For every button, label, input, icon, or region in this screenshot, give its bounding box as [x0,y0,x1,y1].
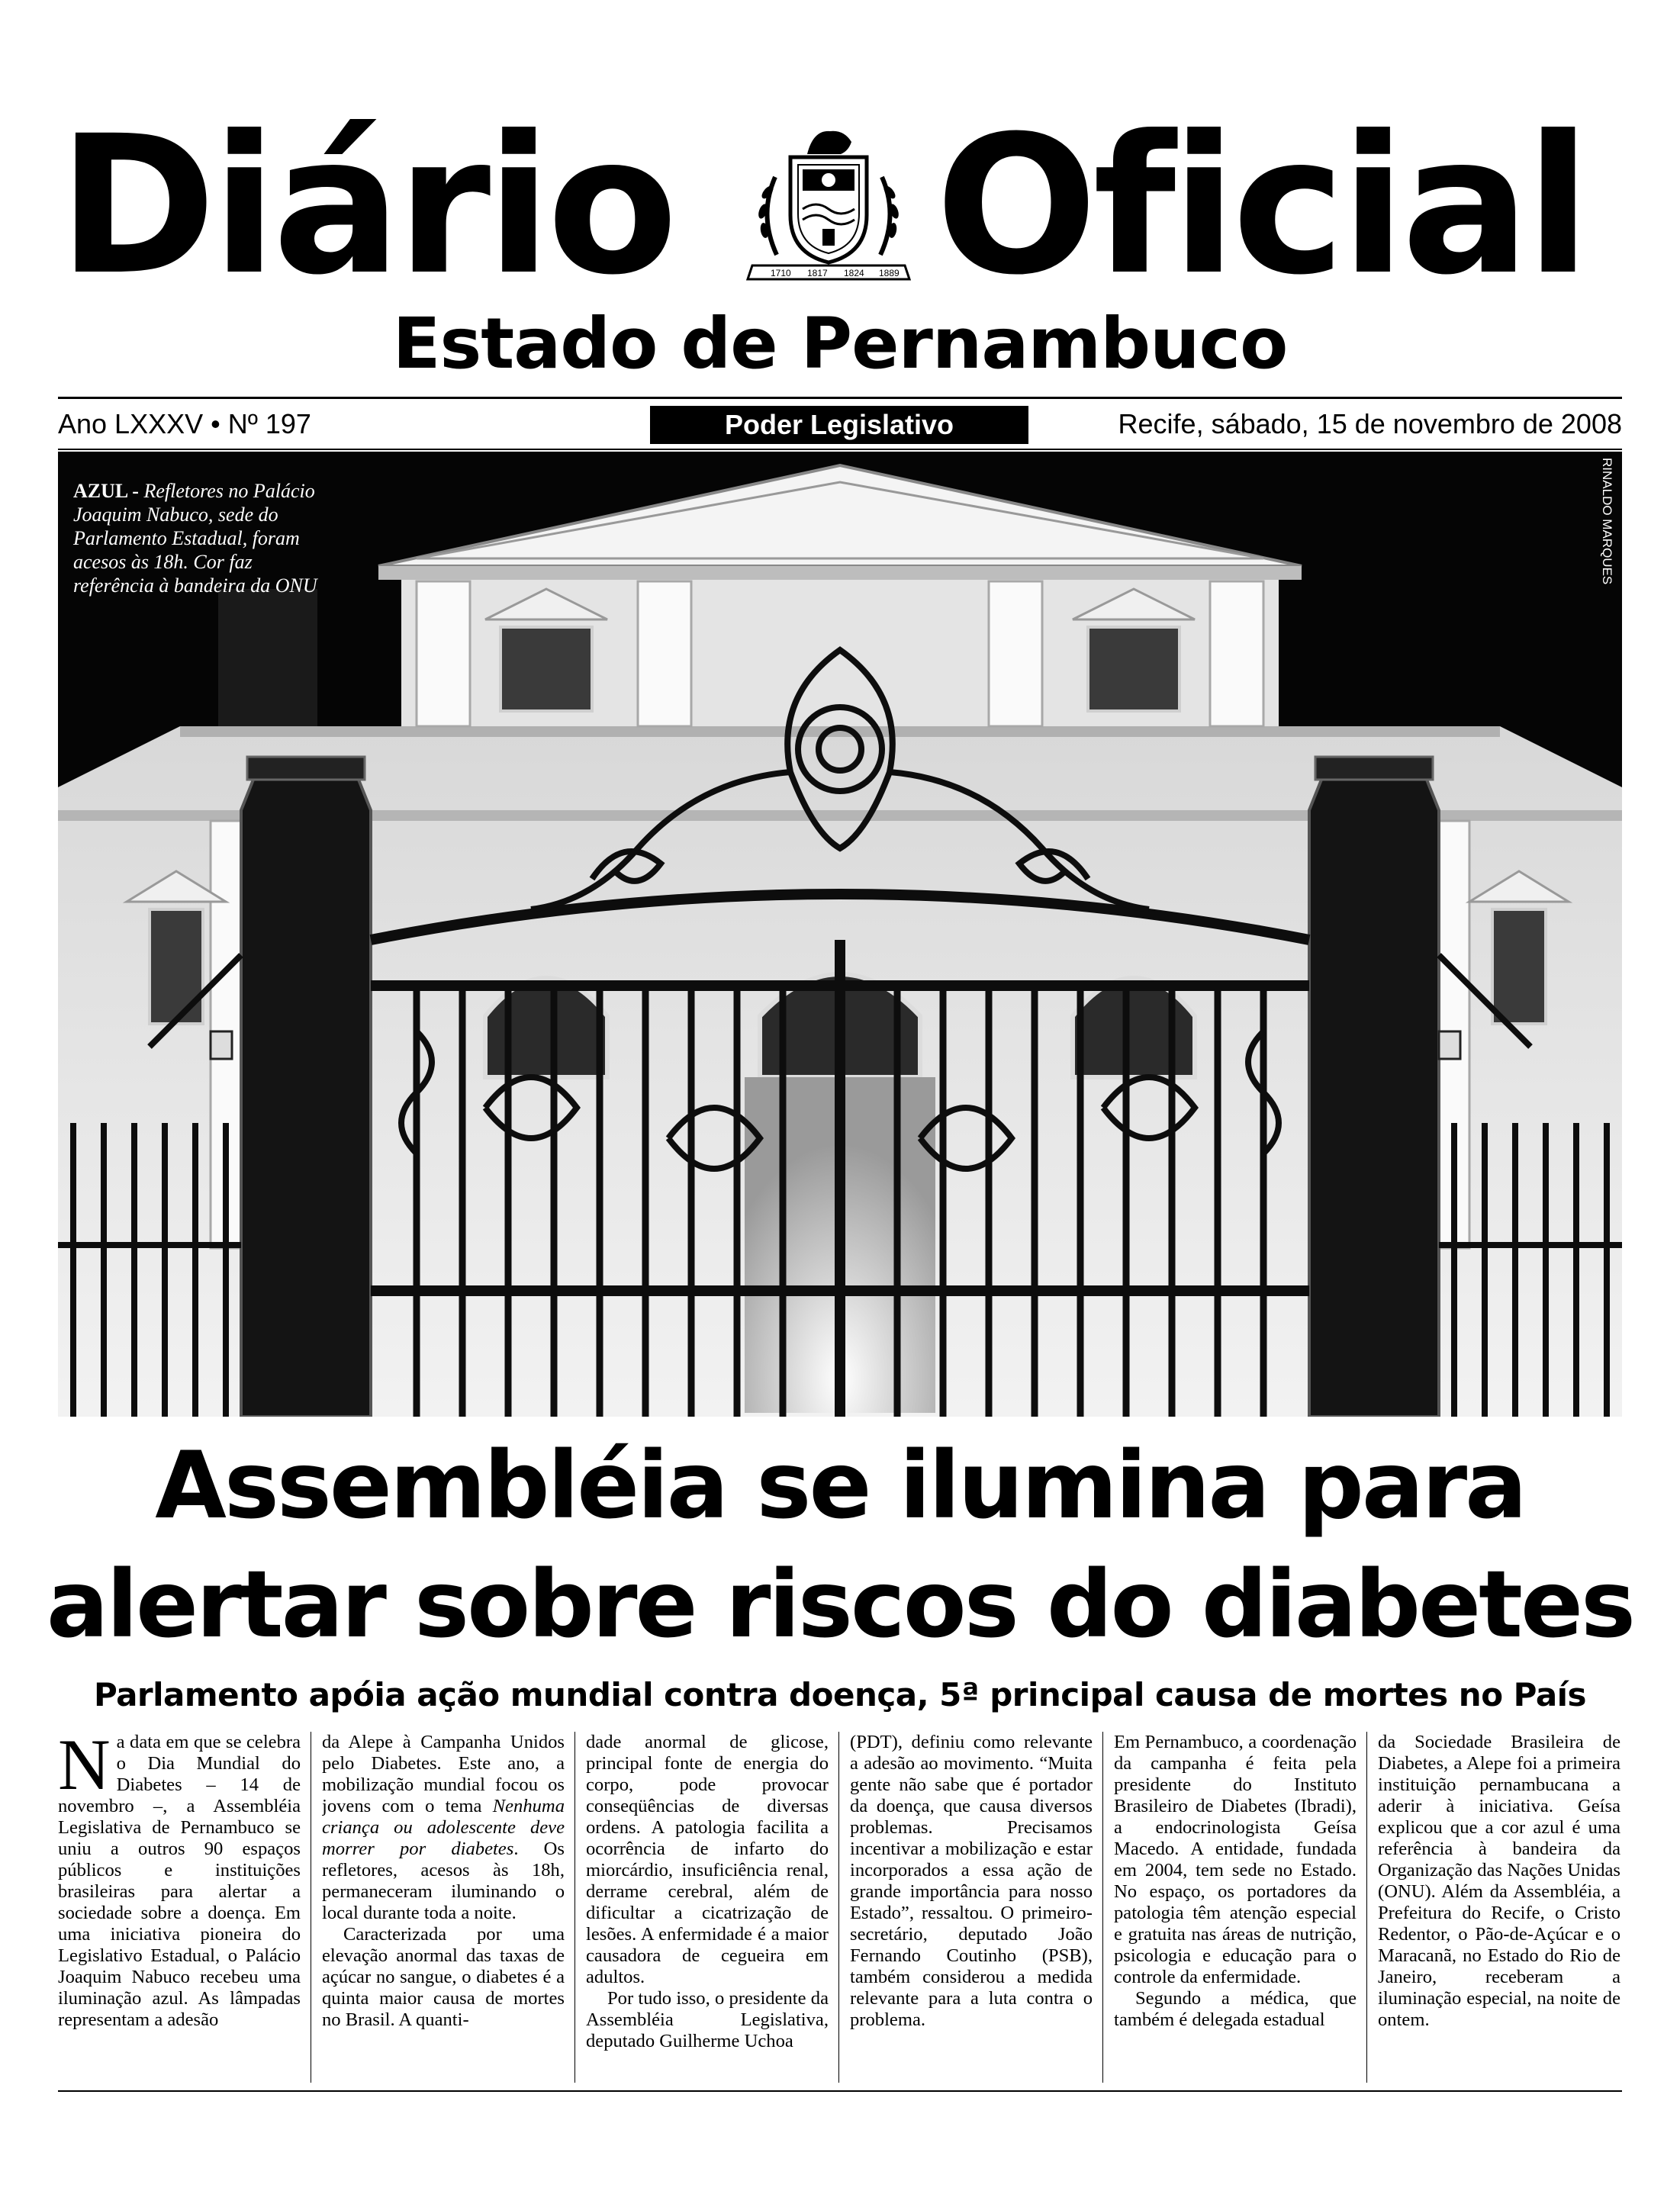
coat-year-1: 1710 [771,268,791,278]
divider [58,397,1622,399]
photo-credit-text: RINALDO MARQUES [1600,458,1614,585]
article-body [58,1732,1622,2083]
masthead-title-right: Oficial [935,95,1587,317]
deck: Parlamento apóia ação mundial contra doença, 5ª principal causa de mortes no País [93,1676,1587,1713]
article-column-6 [1378,1732,1620,2083]
article-column-4 [850,1732,1093,2083]
column-5-paragraph-1: Em Pernambuco, a coordenação da campanha é feita pela presidente do Instituto Brasileiro de Diabetes (Ibradi), a endocrinologista Geísa Macedo. A entidade, fundada em 2004, tem sede no Estado. No espaço, os portadores da patologia têm atenção especial e gratuita nas áreas de nutrição, psicologia e educação para o controle da enfermidade. [1114,1732,1357,1987]
column-3-paragraph-1: dade anormal de glicose, principal fonte de energia do corpo, pode provocar conseqüências de diversas ordens. A patologia facilita a ocorrência de infarto do miorcárdio, insuficiência renal, derrame cerebral, além de dificultar a cicatrização de lesões. A enfermidade é a maior causadora de cegueira em adultos. [586,1732,829,1987]
column-divider [1366,1732,1367,2083]
column-3-paragraph-2: Por tudo isso, o presidente da Assembléia Legislativa, deputado Guilherme Uchoa [586,1988,829,2051]
article-column-5 [1114,1732,1357,2083]
issue-number: Ano LXXXV • Nº 197 [58,408,311,439]
masthead-subtitle: Estado de Pernambuco [392,303,1288,384]
caption-text: Refletores no Palácio Joaquim Nabuco, sede do Parlamento Estadual, foram acesos às 18h. Cor faz referência à bandeira da ONU [73,480,317,597]
masthead-title-left: Diário [58,95,674,317]
column-4-paragraph-1: (PDT), definiu como relevante a adesão ao movimento. “Muita gente não sabe que é portador da doença, que causa diversos problemas. Precisamos incentivar a mobilização e estar incorporados a essa ação de grande importância para nosso Estado”, ressaltou. O primeiro-secretário, deputado João Fernando Coutinho (PSB), também considerou a medida relevante para a luta contra o problema. [850,1732,1093,2030]
issue-date: Recife, sábado, 15 de novembro de 2008 [1118,408,1622,439]
section-tag: Poder Legislativo [650,406,1028,444]
coat-year-2: 1817 [807,268,828,278]
article-column-2 [322,1732,565,2083]
column-1-paragraph: a data em que se celebra o Dia Mundial do Diabetes – 14 de novembro –, a Assembléia Legislativa de Pernambuco se uniu a outros 90 espaços públicos e instituições brasileiras para alertar a sociedade sobre a doença. Em uma iniciativa pioneira do Legislativo Estadual, o Palácio Joaquim Nabuco recebeu uma iluminação azul. As lâmpadas representam a adesão [58,1732,301,2030]
coat-year-3: 1824 [844,268,864,278]
article-column-3 [586,1732,829,2083]
masthead [0,95,1680,317]
photo-credit [1593,458,1616,595]
divider [58,449,1622,450]
headline [0,1427,1680,1665]
column-divider [574,1732,575,2083]
column-5-paragraph-2: Segundo a médica, que também é delegada estadual [1114,1988,1357,2030]
headline-line-1: Assembléia se ilumina para [155,1432,1525,1539]
column-6-paragraph-1: da Sociedade Brasileira de Diabetes, a Alepe foi a primeira instituição pernambucana a aderir à iniciativa. Geísa explicou que a cor azul é uma referência à bandeira da Organização das Nações Unidas (ONU). Além da Assembléia, a Prefeitura do Recife, o Cristo Redentor, o Pão-de-Açúcar e o Maracanã, no Estado do Rio de Janeiro, receberam a iluminação especial, na noite de ontem. [1378,1732,1620,2030]
column-2-paragraph-2: Caracterizada por uma elevação anormal das taxas de açúcar no sangue, o diabetes é a quinta maior causa de mortes no Brasil. A quanti- [322,1924,565,2030]
column-2-italic-theme: Nenhuma criança ou adolescente deve morrer por diabetes [322,1796,565,1859]
caption-label: AZUL - [73,480,139,502]
column-2-text-b: . Os refletores, acesos às 18h, permaneceram iluminando o local durante toda a noite. [322,1839,565,1923]
divider [58,2090,1622,2092]
column-divider [1102,1732,1103,2083]
article-column-1 [58,1732,301,2083]
lead-photo [58,452,1622,1417]
drop-cap: N [58,1732,111,1805]
coat-of-arms-icon [737,124,920,288]
column-divider [838,1732,839,2083]
photo-caption [73,479,325,597]
coat-year-4: 1889 [879,268,900,278]
column-2-text-a: da Alepe à Campanha Unidos pelo Diabetes. Este ano, a mobilização mundial focou os jovens com o tema [322,1732,565,1816]
headline-line-2: alertar sobre riscos do diabetes [46,1551,1634,1659]
